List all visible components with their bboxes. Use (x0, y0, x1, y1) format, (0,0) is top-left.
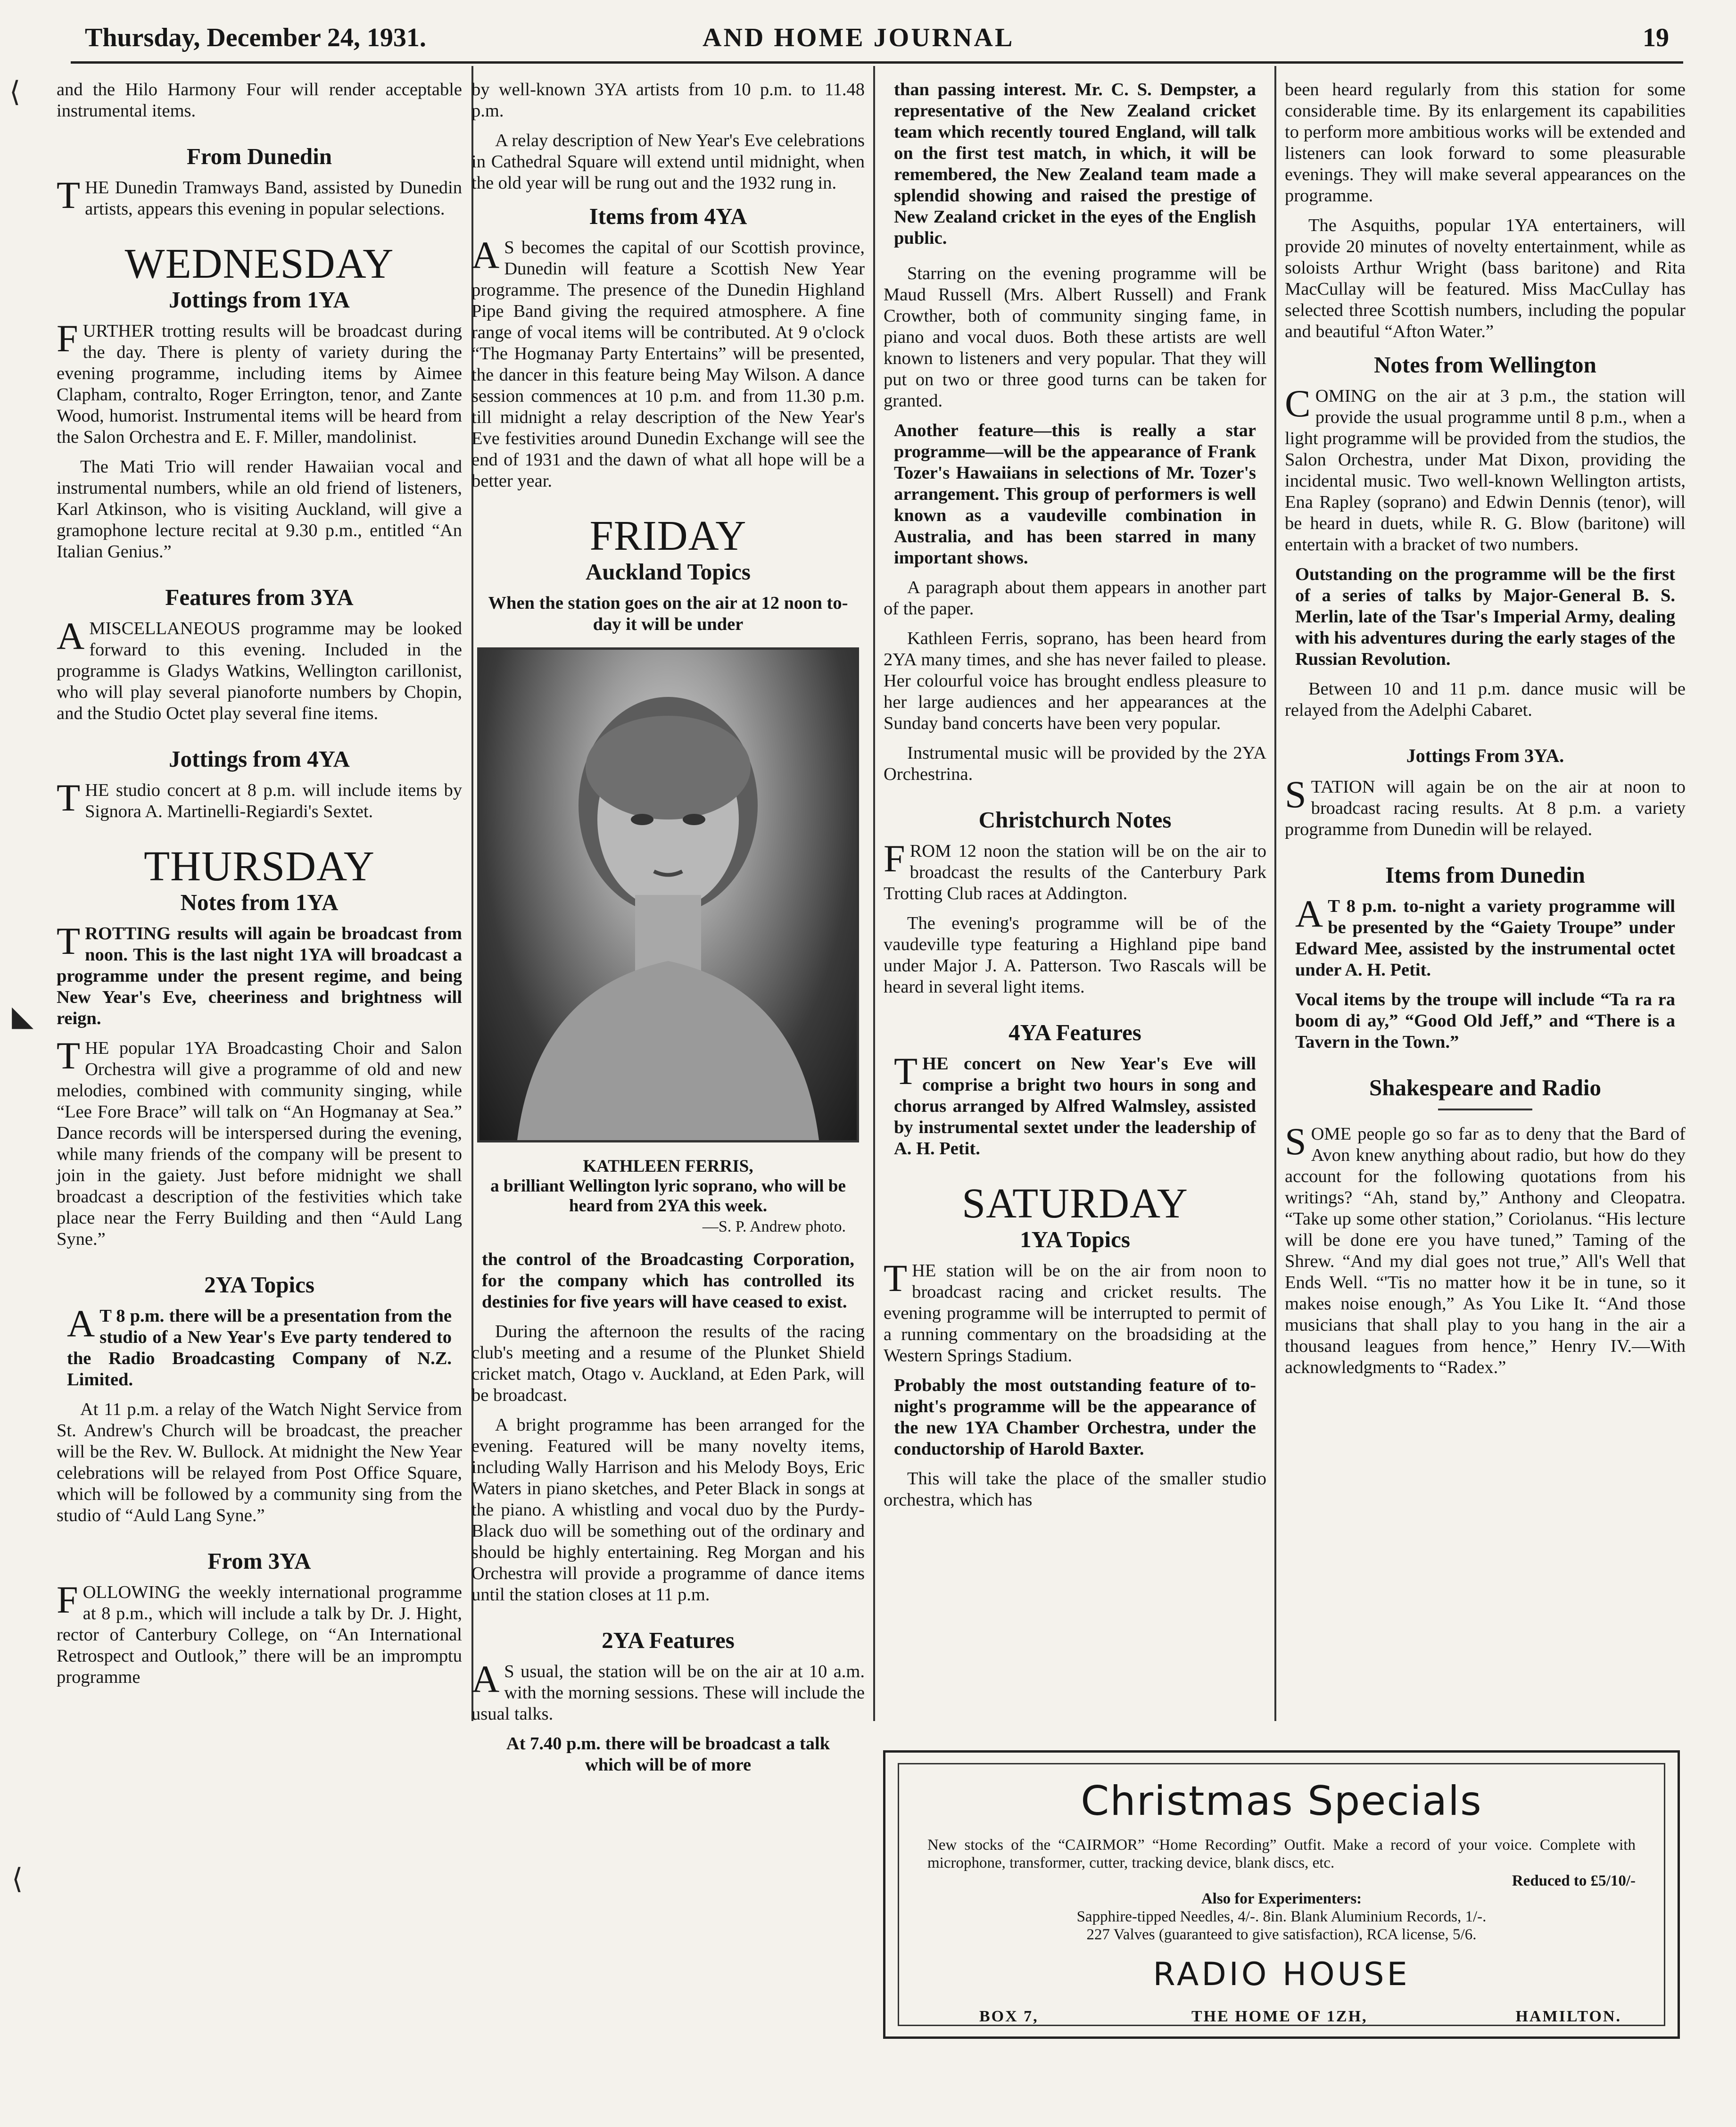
article-bold-text: than passing interest. Mr. C. S. Dempster, a representative of the New Zealand cricket team which recently toured England, will talk on the first test match, in which, it will be remembered, the New Zealand team made a splendid showing and raised the prestige of New Zealand cricket in the eyes of the English public. (894, 80, 1256, 248)
advertisement-inner-border (898, 1763, 1665, 2026)
article-text: Instrumental music will be provided by the 2YA Orchestrina. (884, 743, 1266, 784)
column-1 (57, 79, 462, 1697)
article-bold-text: Probably the most outstanding feature of to-night's programme will be the appearance of the new 1YA Chamber Orchestra, under the conductorship of Harold Baxter. (894, 1375, 1256, 1459)
article-bold-text: Another feature—this is really a star programme—will be the appearance of Frank Tozer's Hawaiians in selections of Mr. Tozer's arrangement. This group of performers is well known as a vaudeville combination in Australia, and has been starred in many important shows. (894, 421, 1256, 568)
photo-credit: —S. P. Andrew photo. (702, 1218, 846, 1235)
article-bold-text: When the station goes on the air at 12 noon to-day it will be under (488, 593, 848, 634)
article-text: A relay description of New Year's Eve celebrations in Cathedral Square will extend until midnight, when the old year will be rung out and the 1932 rung in. (471, 131, 865, 193)
article-bold-text: the control of the Broadcasting Corporation, for the company which has controlled its destinies for five years will have ceased to exist. (482, 1250, 854, 1312)
section-heading: Items from 4YA (589, 203, 747, 229)
day-heading: FRIDAY (589, 513, 747, 559)
portrait-figure-icon (479, 650, 857, 1140)
advertisement-box (883, 1750, 1680, 2039)
ad-line: Sapphire-tipped Needles, 4/-. 8in. Blank Aluminium Records, 1/-. (1076, 1908, 1487, 1925)
portrait-photo (477, 647, 859, 1142)
ad-title: Christmas Specials (1081, 1778, 1482, 1825)
article-text: been heard regularly from this station for some considerable time. By its enlargement its capabilities to perform more ambitious works will be extended and listeners can look forward to some pleasurable evenings. They will make several appearances on the programme. (1285, 80, 1686, 206)
column-4 (1285, 79, 1686, 1387)
column-rule (1274, 66, 1276, 1721)
article-text: A paragraph about them appears in another part of the paper. (884, 578, 1266, 619)
section-heading: Christchurch Notes (978, 807, 1172, 833)
article-text: THE studio concert at 8 p.m. will include items by Signora A. Martinelli-Regiardi's Sextet. (57, 776, 462, 821)
section-heading: Jottings From 3YA. (1406, 745, 1564, 766)
article-text: The Mati Trio will render Hawaiian vocal and instrumental numbers, while an old friend of listeners, Karl Atkinson, who is visiting Auckland, will give a gramophone lecture recital at 9.30 p.m., entitled “An Italian Genius.” (57, 457, 462, 562)
article-text: The Asquiths, popular 1YA entertainers, will provide 20 minutes of novelty entertainment, while as soloists Arthur Wright (bass baritone) and Rita MacCullay will be featured. Miss MacCullay has selected three Scottish numbers, including the popular and beautiful “Afton Water.” (1285, 215, 1686, 341)
margin-mark-icon: ⟨ (9, 75, 21, 108)
article-text: THE Dunedin Tramways Band, assisted by Dunedin artists, appears this evening in popular selections. (57, 174, 462, 219)
ad-box-number: BOX 7, (979, 2008, 1039, 2025)
article-text: THE popular 1YA Broadcasting Choir and Salon Orchestra will give a programme of old and new melodies, combined with community singing, while “Lee Fore Brace” will talk on “An Hogmanay at Sea.” Dance records will be interspersed during the evening, while many friends of the company will be present to join in the gaiety. Just before midnight we shall broadcast a description of the festivities which take place near the Ferry Building and then “Auld Lang Syne.” (57, 1034, 462, 1249)
article-bold-text: AT 8 p.m. there will be a presentation from the studio of a New Year's Eve party tendered to the Radio Broadcasting Company of N.Z. Limited. (67, 1302, 452, 1390)
article-text: AMISCELLANEOUS programme may be looked forward to this evening. Included in the programme is Gladys Watkins, Wellington carillonist, who will play several pianoforte numbers by Chopin, and the Studio Octet play several fine items. (57, 614, 462, 723)
article-bold-text: THE concert on New Year's Eve will comprise a bright two hours in song and chorus arranged by Alfred Walmsley, assisted by instrumental sextet under the leadership of A. H. Petit. (894, 1050, 1256, 1159)
article-bold-text: TROTTING results will again be broadcast from noon. This is the last night 1YA will broadcast a programme under the present regime, and being New Year's Eve, cheeriness and brightness will reign. (57, 919, 462, 1028)
ad-description-text: New stocks of the “CAIRMOR” “Home Recording” Outfit. Make a record of your voice. Complete with microphone, transformer, cutter, tracking device, blank discs, etc. (927, 1837, 1636, 1871)
margin-mark-icon: ◣ (12, 1000, 34, 1033)
section-heading: Notes from Wellington (1374, 352, 1596, 378)
section-heading: Shakespeare and Radio (1369, 1075, 1601, 1101)
column-2 (463, 79, 865, 1784)
article-text: Kathleen Ferris, soprano, has been heard from 2YA many times, and she has never failed to please. Her colourful voice has brought endless pleasure to her large audiences and her appearances at the Sunday band concerts have been very popular. (884, 629, 1266, 733)
article-text: FURTHER trotting results will be broadcast during the day. There is plenty of variety during the evening programme, including items by Aimee Clapham, contralto, Roger Errington, tenor, and Zante Wood, humorist. Instrumental items will be heard from the Salon Orchestra and E. F. Miller, mandolinist. (57, 317, 462, 447)
section-heading: From 3YA (207, 1548, 311, 1574)
article-text: Starring on the evening programme will be Maud Russell (Mrs. Albert Russell) and Frank Crowther, both of community singing fame, in piano and vocal duos. Both these artists are well known to listeners and very popular. That they will put on two or three good turns can be taken for granted. (884, 264, 1266, 411)
issue-date: Thursday, December 24, 1931. (85, 23, 426, 52)
article-text: THE station will be on the air from noon to broadcast racing and cricket results. The evening programme will be interrupted to permit of a running commentary on the broadsiding at the Western Springs Stadium. (884, 1257, 1266, 1366)
day-heading: THURSDAY (144, 843, 375, 890)
margin-mark-icon: ⟨ (12, 1862, 23, 1895)
article-text: During the afternoon the results of the racing club's meeting and a resume of the Plunket Shield cricket match, Otago v. Auckland, at Eden Park, will be broadcast. (471, 1322, 865, 1405)
article-text: AS usual, the station will be on the air at 10 a.m. with the morning sessions. These will include the usual talks. (471, 1657, 865, 1724)
column-rule (873, 66, 875, 1721)
article-text: SOME people go so far as to deny that the Bard of Avon knew anything about radio, but how do they account for the following quotations from his writings? “Ah, stand by,” Anthony and Cleopatra. “Take up some other station,” Coriolanus. “His lecture will be done ere you have tuned,” Taming of the Shrew. “And my dial goes not true,” All's Well that Ends Well. “'Tis no matter how it be in tune, so it makes noise enough,” As You Like It. “And those musicians that shall play to you hang in the air a thousand leagues from hence,” Henry IV.—With acknowledgments to “Radex.” (1285, 1120, 1686, 1377)
article-text: FOLLOWING the weekly international programme at 8 p.m., which will include a talk by Dr. J. Hight, rector of Canterbury College, on “An International Retrospect and Outlook,” there will be an impromptu programme (57, 1578, 462, 1687)
page-header (71, 19, 1683, 64)
section-heading: Jottings from 1YA (169, 287, 350, 313)
section-heading: Notes from 1YA (180, 889, 339, 915)
ad-city: HAMILTON. (1515, 2008, 1621, 2025)
article-bold-text: At 7.40 p.m. there will be broadcast a talk which will be of more (506, 1734, 830, 1775)
section-heading: 2YA Features (602, 1627, 735, 1653)
article-bold-text: AT 8 p.m. to-night a variety programme will be presented by the “Gaiety Troupe” under Edward Mee, assisted by the instrumental octet under A. H. Petit. (1295, 892, 1675, 980)
page-number: 19 (1643, 23, 1669, 52)
section-heading: Auckland Topics (586, 559, 751, 585)
section-heading: Features from 3YA (165, 584, 354, 610)
ad-description (927, 1836, 1636, 1890)
article-text: A bright programme has been arranged for the evening. Featured will be many novelty items, including Wally Harrison and his Melody Boys, Eric Waters in piano sketches, and Peter Black in songs at the piano. A whistling and vocal duo by the Purdy-Black duo will be something out of the ordinary and should be highly entertaining. Reg Morgan and his Orchestra will provide a programme of dance items until the station closes at 11 p.m. (471, 1415, 865, 1605)
section-heading: From Dunedin (186, 143, 332, 169)
ad-price: Reduced to £5/10/- (1512, 1872, 1636, 1889)
article-text: and the Hilo Harmony Four will render acceptable instrumental items. (57, 80, 462, 121)
article-text: The evening's programme will be of the vaudeville type featuring a Highland pipe band under Major J. A. Patterson. Two Rascals will be heard in several light items. (884, 913, 1266, 997)
section-heading: 1YA Topics (1020, 1226, 1130, 1252)
article-text: At 11 p.m. a relay of the Watch Night Service from St. Andrew's Church will be broadcast, the preacher will be the Rev. W. Bullock. At midnight the New Year celebrations will be relayed from Post Office Square, which will be followed by a community sing from the studio of “Auld Lang Syne.” (57, 1399, 462, 1525)
section-heading: 4YA Features (1009, 1019, 1141, 1045)
article-text: by well-known 3YA artists from 10 p.m. to 11.48 p.m. (471, 80, 865, 121)
article-text: STATION will again be on the air at noon to broadcast racing results. At 8 p.m. a variety programme from Dunedin will be relayed. (1285, 773, 1686, 839)
ad-subheading: Also for Experimenters: (1201, 1890, 1362, 1907)
day-heading: WEDNESDAY (124, 240, 394, 287)
photo-caption-name: KATHLEEN FERRIS, (583, 1157, 753, 1176)
article-bold-text: Vocal items by the troupe will include “Ta ra ra boom di ay,” “Good Old Jeff,” and “There is a Tavern in the Town.” (1295, 990, 1675, 1052)
article-text: AS becomes the capital of our Scottish province, Dunedin will feature a Scottish New Year programme. The presence of the Dunedin Highland Pipe Band giving the required atmosphere. A fine range of vocal items will be contributed. At 9 o'clock “The Hogmanay Party Entertains” will be presented, the dancer in this feature being May Wilson. A dance session commences at 10 p.m. and from 11.30 p.m. till midnight a relay description of the New Year's Eve festivities around Dunedin Exchange will see the end of 1931 and the dawn of what all hope will be a better year. (471, 233, 865, 491)
article-bold-text: Outstanding on the programme will be the first of a series of talks by Major-General B. S. Merlin, late of the Tsar's Imperial Army, dealing with his adventures during the early stages of the Russian Revolution. (1295, 564, 1675, 669)
article-text: This will take the place of the smaller studio orchestra, which has (884, 1469, 1266, 1510)
article-text: FROM 12 noon the station will be on the air to broadcast the results of the Canterbury Park Trotting Club races at Addington. (884, 837, 1266, 903)
divider (1438, 1109, 1532, 1110)
ad-home-station: THE HOME OF 1ZH, (1191, 2008, 1368, 2025)
section-heading: Items from Dunedin (1385, 862, 1585, 888)
photo-caption: a brilliant Wellington lyric soprano, who will be heard from 2YA this week. (490, 1176, 846, 1216)
section-heading: Jottings from 4YA (169, 746, 350, 772)
day-heading: SATURDAY (962, 1180, 1188, 1227)
article-text: COMING on the air at 3 p.m., the station will provide the usual programme until 8 p.m., when a light programme will be provided from the studios, the Salon Orchestra, under Mat Dixon, providing the incidental music. Two well-known Wellington artists, Ena Rapley (soprano) and Edwin Dennis (tenor), will be heard in duets, while R. G. Blow (baritone) will entertain with a bracket of two numbers. (1285, 382, 1686, 555)
ad-line: 227 Valves (guaranteed to give satisfaction), RCA license, 5/6. (1086, 1926, 1477, 1943)
ad-store-name: RADIO HOUSE (1153, 1956, 1410, 1993)
article-text: Between 10 and 11 p.m. dance music will be relayed from the Adelphi Cabaret. (1285, 679, 1686, 720)
journal-title: AND HOME JOURNAL (703, 23, 1015, 52)
column-3 (884, 79, 1266, 1519)
section-heading: 2YA Topics (204, 1272, 314, 1298)
